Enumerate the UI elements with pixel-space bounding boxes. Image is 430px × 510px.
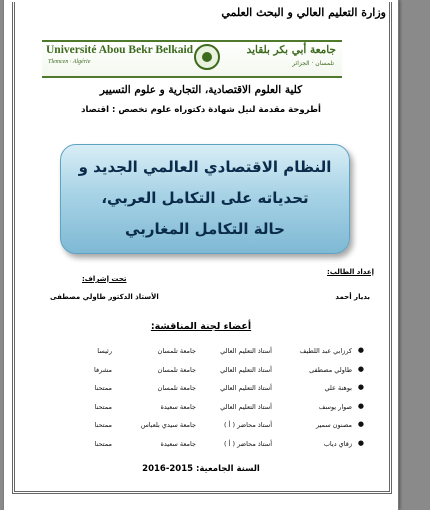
member-name: كرزابي عبد اللطيف xyxy=(299,347,352,355)
university-emblem-icon xyxy=(194,44,220,70)
student-label: إعداد الطالب: xyxy=(327,268,374,276)
member-role: ممتحنا xyxy=(94,384,112,392)
committee-row xyxy=(64,343,364,362)
member-university: جامعة تلمسان xyxy=(157,365,196,374)
thesis-type: أطروحة مقدمة لنيل شهادة دكتوراه علوم تخصص : اقتصاد xyxy=(81,105,321,115)
bullet-icon: ● xyxy=(357,346,364,354)
committee-row xyxy=(64,399,364,418)
title-line-1: النظام الاقتصادي العالمي الجديد و xyxy=(78,158,332,176)
academic-year: السنة الجامعية: 2015-2016 xyxy=(142,464,260,474)
ministry-heading: وزارة التعليم العالي و البحث العلمي xyxy=(221,6,386,19)
committee-row xyxy=(64,436,364,455)
bullet-icon: ● xyxy=(357,383,364,391)
supervisor-name: الأستاذ الدكتور طاولي مصطفى xyxy=(50,293,159,301)
committee-title: أعضاء لجنة المناقشة: xyxy=(150,321,252,332)
member-university: جامعة تلمسان xyxy=(157,384,196,392)
member-rank: أستاذ التعليم العالي xyxy=(220,347,272,355)
member-name: بوهنة علي xyxy=(324,384,352,392)
member-name: مصنون سمير xyxy=(315,421,352,429)
committee-row xyxy=(64,417,364,436)
supervisor-label: تحت إشراف: xyxy=(82,275,127,283)
member-university: جامعة تلمسان xyxy=(157,347,196,355)
member-rank: أستاذ محاضر ( أ ) xyxy=(224,439,272,448)
bullet-icon: ● xyxy=(357,401,364,410)
thesis-title-box xyxy=(60,144,350,254)
member-university: جامعة سعيدة xyxy=(160,402,196,411)
member-role: ممتحنا xyxy=(94,402,112,411)
committee-list xyxy=(64,343,364,454)
member-rank: أستاذ التعليم العالي xyxy=(220,365,272,374)
member-role: ممتحنا xyxy=(94,439,112,448)
member-name: صوار يوسف xyxy=(318,402,352,411)
member-university: جامعة سعيدة xyxy=(160,439,196,448)
logo-french-subtitle: Tlemcen · Algérie xyxy=(48,59,91,65)
title-line-2: تحدياته على التكامل العربي، xyxy=(101,189,309,207)
member-rank: أستاذ التعليم العالي xyxy=(220,402,272,411)
committee-row xyxy=(64,362,364,381)
committee-row xyxy=(64,380,364,399)
logo-french-name: Université Abou Bekr Belkaid xyxy=(46,44,194,56)
member-role: رئيسا xyxy=(97,347,112,355)
faculty-name: كلية العلوم الاقتصادية، التجارية و علوم التسيير xyxy=(99,84,303,96)
member-rank: أستاذ محاضر ( أ ) xyxy=(224,421,272,429)
document-page xyxy=(4,0,399,510)
logo-arabic-subtitle: تلمسان · الجزائر xyxy=(292,60,334,67)
bullet-icon: ● xyxy=(357,364,364,373)
student-name: بديار أحمد xyxy=(335,293,370,301)
logo-arabic-name: جامعة أبي بكر بلقايد xyxy=(246,44,336,56)
member-name: طاولي مصطفى xyxy=(309,365,352,374)
university-logo-banner xyxy=(42,40,342,78)
member-name: زقاي دياب xyxy=(323,439,352,448)
member-role: ممتحنا xyxy=(94,421,112,429)
member-role: مشرفا xyxy=(94,365,112,374)
bullet-icon: ● xyxy=(357,420,364,428)
bullet-icon: ● xyxy=(357,438,364,447)
title-line-3: حالة التكامل المغاربي xyxy=(125,220,285,238)
member-university: جامعة سيدي بلعباس xyxy=(140,421,196,429)
member-rank: أستاذ التعليم العالي xyxy=(220,384,272,392)
